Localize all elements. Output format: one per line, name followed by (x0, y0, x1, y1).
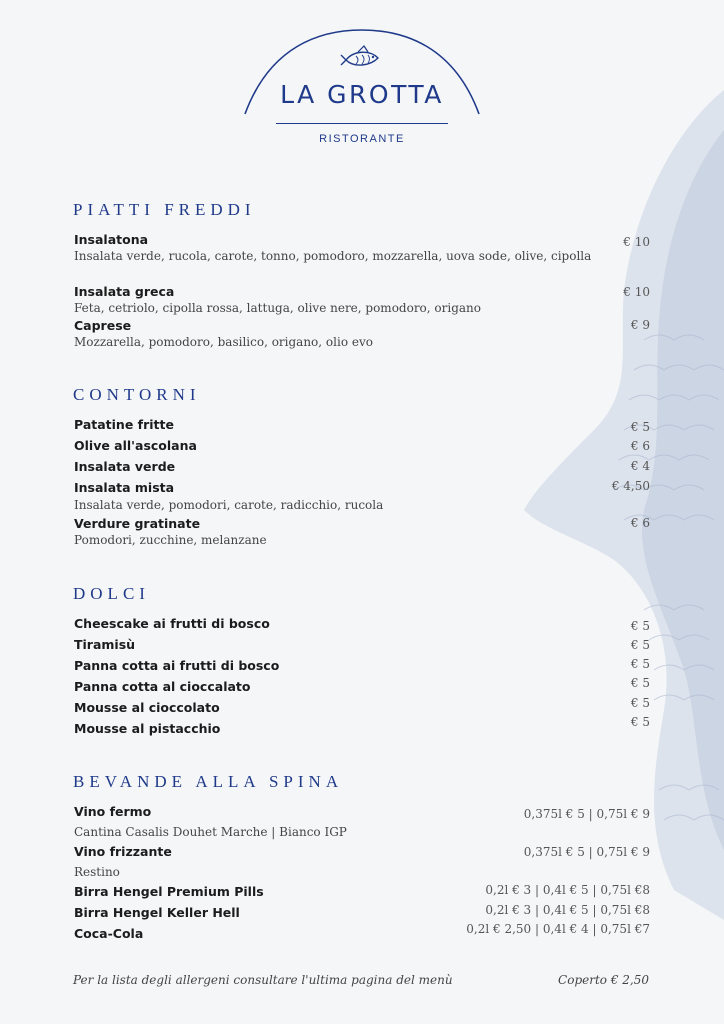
allergen-note: Per la lista degli allergeni consultare l'ultima pagina del menù (73, 973, 453, 987)
menu-item-name: Cheescake ai frutti di bosco (74, 616, 270, 631)
menu-item-price: 0,2l € 3 | 0,4l € 5 | 0,75l €8 (485, 883, 650, 897)
menu-item-price: € 5 (630, 420, 650, 434)
menu-item-name: Tiramisù (74, 637, 136, 652)
section-title-bevande: BEVANDE ALLA SPINA (73, 772, 344, 791)
menu-item-price: € 5 (630, 696, 650, 710)
menu-item-name: Insalatona (74, 232, 149, 247)
menu-item-name: Panna cotta ai frutti di bosco (74, 658, 280, 673)
menu-item-desc: Insalata verde, rucola, carote, tonno, pomodoro, mozzarella, uova sode, olive, cipolla (74, 249, 592, 263)
menu-item-name: Vino fermo (74, 804, 152, 819)
menu-item-price: € 5 (630, 676, 650, 690)
menu-item-desc: Restino (74, 865, 120, 879)
menu-item-name: Mousse al pistacchio (74, 721, 221, 736)
menu-item-name: Vino frizzante (74, 844, 172, 859)
section-title-dolci: DOLCI (73, 584, 150, 603)
menu-item-name: Coca-Cola (74, 926, 144, 941)
brand-subtitle: RISTORANTE (319, 133, 405, 145)
menu-item-price: € 5 (630, 638, 650, 652)
cover-charge: Coperto € 2,50 (558, 973, 649, 987)
menu-item-name: Insalata verde (74, 459, 176, 474)
logo (0, 26, 724, 156)
menu-item-name: Patatine fritte (74, 417, 174, 432)
menu-item-name: Mousse al cioccolato (74, 700, 220, 715)
menu-item-price: € 5 (630, 715, 650, 729)
logo-divider (276, 123, 448, 124)
menu-item-name: Insalata mista (74, 480, 175, 495)
menu-item-desc: Feta, cetriolo, cipolla rossa, lattuga, olive nere, pomodoro, origano (74, 301, 481, 315)
menu-item-desc: Cantina Casalis Douhet Marche | Bianco IGP (74, 825, 347, 839)
menu-item-price: 0,375l € 5 | 0,75l € 9 (523, 807, 650, 821)
fish-icon (341, 46, 378, 65)
menu-item-price: 0,2l € 2,50 | 0,4l € 4 | 0,75l €7 (466, 922, 650, 936)
menu-item-desc: Mozzarella, pomodoro, basilico, origano, olio evo (74, 335, 373, 349)
menu-item-name: Insalata greca (74, 284, 175, 299)
menu-item-price: € 5 (630, 619, 650, 633)
menu-item-price: € 5 (630, 657, 650, 671)
menu-item-name: Verdure gratinate (74, 516, 201, 531)
menu-item-name: Panna cotta al cioccalato (74, 679, 251, 694)
menu-item-price: € 6 (630, 516, 650, 530)
menu-item-price: € 10 (623, 285, 650, 299)
section-title-contorni: CONTORNI (73, 385, 201, 404)
menu-item-desc: Insalata verde, pomodori, carote, radicchio, rucola (74, 498, 384, 512)
menu-item-name: Caprese (74, 318, 132, 333)
menu-item-name: Birra Hengel Premium Pills (74, 884, 264, 899)
section-title-piatti-freddi: PIATTI FREDDI (73, 200, 256, 219)
menu-item-price: 0,2l € 3 | 0,4l € 5 | 0,75l €8 (485, 903, 650, 917)
menu-item-price: € 10 (623, 235, 650, 249)
menu-item-price: € 6 (630, 439, 650, 453)
menu-item-desc: Pomodori, zucchine, melanzane (74, 533, 267, 547)
brand-name: LA GROTTA (280, 80, 444, 109)
menu-item-name: Birra Hengel Keller Hell (74, 905, 240, 920)
menu-item-name: Olive all'ascolana (74, 438, 197, 453)
menu-item-price: € 4,50 (611, 479, 650, 493)
menu-item-price: € 9 (630, 318, 650, 332)
menu-item-price: € 4 (630, 459, 650, 473)
menu-item-price: 0,375l € 5 | 0,75l € 9 (523, 845, 650, 859)
